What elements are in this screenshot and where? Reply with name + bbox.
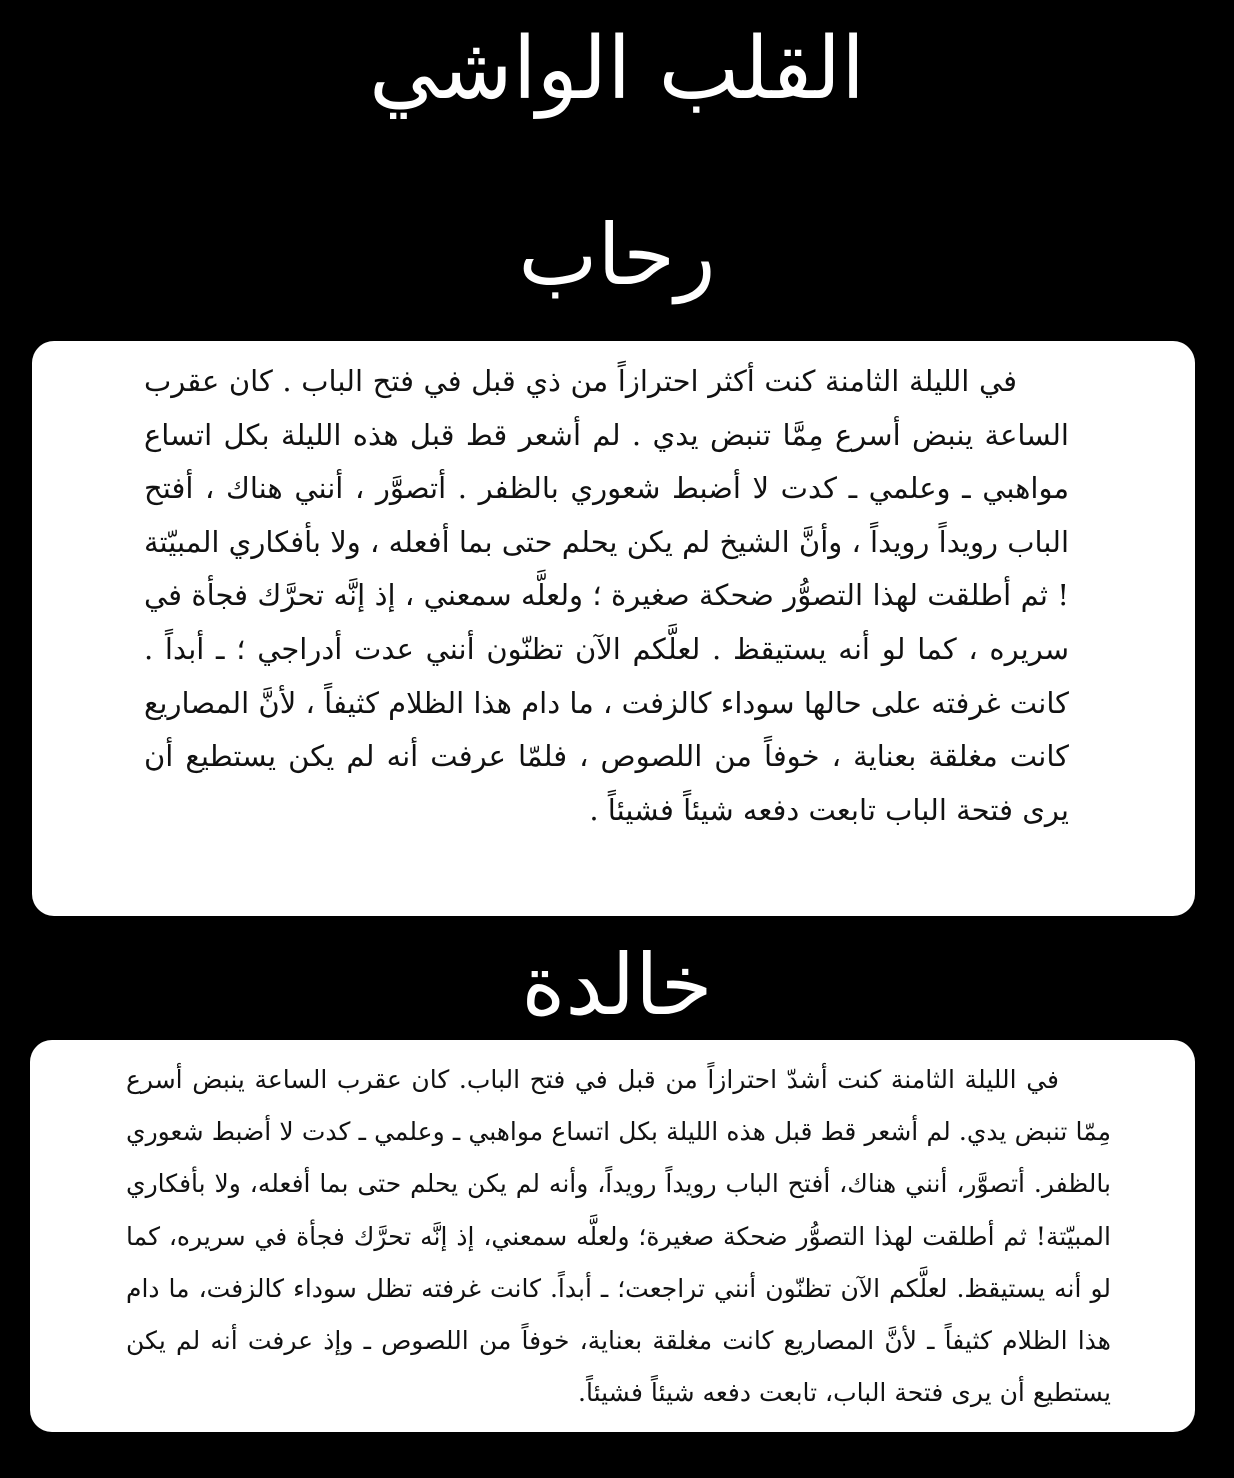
translation-box-khaleda — [30, 1040, 1195, 1432]
translation-text-khaleda: في الليلة الثامنة كنت أشدّ احترازاً من قبل في فتح الباب. كان عقرب الساعة ينبض أسرع مِمّا تنبض يدي. لم أشعر قط قبل هذه الليلة بكل اتساع مواهبي ـ وعلمي ـ كدت لا أضبط شعوري بالظفر. أتصوَّر، أنني هناك، أفتح الباب رويداً رويداً، وأنه لم يكن يحلم حتى بما أفعله، ولا بأفكاري المبيّتة! ثم أطلقت لهذا التصوُّر ضحكة صغيرة؛ ولعلَّه سمعني، إذ إنَّه تحرَّك فجأة في سريره، كما لو أنه يستيقظ. لعلَّكم الآن تظنّون أنني تراجعت؛ ـ أبداً. كانت غرفته تظل سوداء كالزفت، ما دام هذا الظلام كثيفاً ـ لأنَّ المصاريع كانت مغلقة بعناية، خوفاً من اللصوص ـ وإذ عرفت أنه لم يكن يستطيع أن يرى فتحة الباب، تابعت دفعه شيئاً فشيئاً. — [126, 1065, 1111, 1408]
document-title: القلب الواشي — [368, 19, 865, 119]
section-heading-khaleda: خالدة — [521, 936, 713, 1034]
translation-text-rehab: في الليلة الثامنة كنت أكثر احترازاً من ذي قبل في فتح الباب . كان عقرب الساعة ينبض أسرع مِمَّا تنبض يدي . لم أشعر قط قبل هذه الليلة بكل اتساع مواهبي ـ وعلمي ـ كدت لا أضبط شعوري بالظفر . أتصوَّر ، أنني هناك ، أفتح الباب رويداً رويداً ، وأنَّ الشيخ لم يكن يحلم حتى بما أفعله ، ولا بأفكاري المبيّتة ! ثم أطلقت لهذا التصوُّر ضحكة صغيرة ؛ ولعلَّه سمعني ، إذ إنَّه تحرَّك فجأة في سريره ، كما لو أنه يستيقظ . لعلَّكم الآن تظنّون أنني عدت أدراجي ؛ ـ أبداً . كانت غرفته على حالها سوداء كالزفت ، ما دام هذا الظلام كثيفاً ، لأنَّ المصاريع كانت مغلقة بعناية ، خوفاً من اللصوص ، فلمّا عرفت أنه لم يكن يستطيع أن يرى فتحة الباب تابعت دفعه شيئاً فشيئاً . — [144, 364, 1069, 827]
translation-box-rehab — [32, 341, 1195, 916]
section-heading-rehab: رحاب — [518, 206, 716, 304]
